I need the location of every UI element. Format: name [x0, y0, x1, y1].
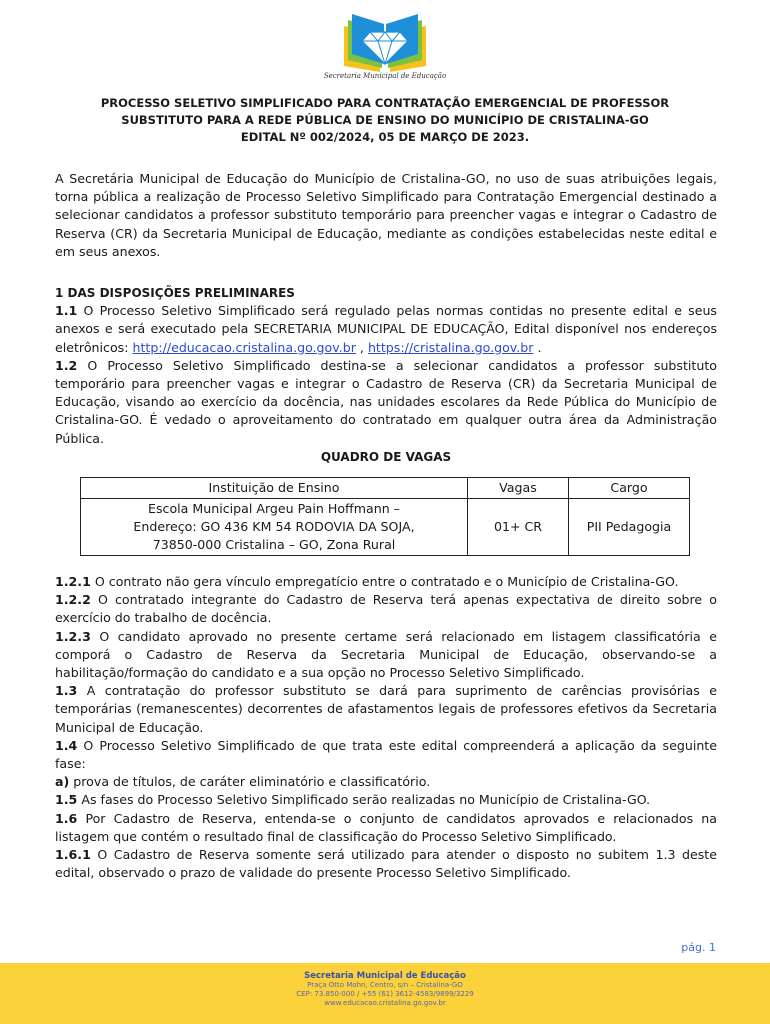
list-item — [55, 628, 717, 683]
list-item — [55, 810, 717, 846]
footer-name: Secretaria Municipal de Educação — [304, 971, 466, 981]
item-text: O Cadastro de Reserva somente será utilizado para atender o disposto no subitem 1.3 deste edital, observado o prazo de validade do presente Processo Seletivo Simplificado. — [55, 847, 717, 881]
footer-contact: CEP: 73.850-000 / +55 (61) 3612-4583/9899/3229 — [296, 990, 474, 998]
item-number: 1.2.3 — [55, 628, 91, 644]
item-text: O candidato aprovado no presente certame será relacionado em listagem classificatória e comporá o Cadastro de Reserva da Secretaria Municipal de Educação, observando-se a habilitação/formação do candidato e a sua opção no Processo Seletivo Simplificado. — [55, 628, 717, 681]
intro-paragraph: A Secretária Municipal de Educação do Município de Cristalina-GO, no uso de suas atribuições legais, torna pública a realização de Processo Seletivo Simplificado para Contratação Emergencial destinado a selecionar candidatos a professor substituto temporário para preencher vagas e integrar o Cadastro de Reserva (CR) da Secretaria Municipal de Educação, mediante as condições estabelecidas neste edital e em seus anexos. — [55, 171, 717, 259]
footer — [0, 963, 770, 1024]
logo-caption: Secretaria Municipal de Educação — [323, 72, 447, 80]
item-number: 1.6 — [55, 810, 78, 826]
cell-vagas: 01+ CR — [468, 499, 569, 556]
link-separator: , — [359, 339, 364, 355]
list-item — [55, 682, 717, 737]
item-number: 1.2 — [55, 357, 78, 373]
inst-line: Escola Municipal Argeu Pain Hoffmann – — [148, 501, 400, 516]
footer-website[interactable]: www.educacao.cristalina.go.gov.br — [324, 999, 446, 1007]
item-text: A contratação do professor substituto se dará para suprimento de carências provisórias e temporárias (remanescentes) decorrentes de afastamentos legais de professores efetivos da Secretaria Municipal de Educação. — [55, 683, 717, 735]
footer-address: Praça Otto Mohn, Centro, s/n – Cristalina-GO — [307, 981, 463, 989]
item-number: 1.1 — [55, 303, 78, 319]
inst-line: 73850-000 Cristalina – GO, Zona Rural — [152, 537, 396, 552]
item-text: O Processo Seletivo Simplificado será regulado pelas normas contidas no presente edital e seus anexos e será executado pela SECRETARIA MUNICIPAL DE EDUCAÇÃO, Edital disponível nos endereços eletrônicos: — [55, 303, 717, 355]
item-text: O Processo Seletivo Simplificado destina-se a selecionar candidatos a professor substituto temporário para preencher vagas e integrar o Cadastro de Reserva (CR) da Secretaria Municipal de Educação, visando ao exercício da docência, nas unidades escolares da Rede Pública do Município de Cristalina-GO. É vedado o aproveitamento do contratado em qualquer outra área da Administração Pública. — [55, 357, 717, 446]
header-instituicao: Instituição de Ensino — [81, 478, 468, 499]
table-header-row — [81, 478, 690, 499]
list-item — [55, 573, 717, 591]
link-end: . — [537, 339, 542, 355]
table-row — [81, 499, 690, 556]
title-line-1: PROCESSO SELETIVO SIMPLIFICADO PARA CONTRATAÇÃO EMERGENCIAL DE PROFESSOR — [100, 96, 670, 110]
cell-cargo: PII Pedagogia — [569, 499, 690, 556]
item-text: As fases do Processo Seletivo Simplificado serão realizadas no Município de Cristalina-GO. — [81, 792, 651, 808]
paragraph-1-2 — [55, 357, 717, 448]
section-heading: 1 DAS DISPOSIÇÕES PRELIMINARES — [55, 286, 295, 300]
item-text: O contratado integrante do Cadastro de Reserva terá apenas expectativa de direito sobre o exercício do trabalho de docência. — [55, 592, 717, 626]
vagas-table — [80, 477, 690, 556]
item-text: O contrato não gera vínculo empregatício entre o contratado e o Município de Cristalina-GO. — [94, 574, 679, 589]
list-item — [55, 773, 717, 791]
cell-instituicao — [81, 499, 468, 556]
item-number: 1.3 — [55, 683, 78, 699]
item-number: 1.2.2 — [55, 592, 91, 608]
item-text: Por Cadastro de Reserva, entenda-se o conjunto de candidatos aprovados e relacionados na listagem que contém o resultado final de classificação do Processo Seletivo Simplificado. — [55, 810, 717, 844]
item-number: 1.2.1 — [55, 574, 91, 589]
header-cargo: Cargo — [569, 478, 690, 499]
list-item — [55, 791, 717, 809]
list-item — [55, 737, 717, 773]
title-line-3: EDITAL Nº 002/2024, 05 DE MARÇO DE 2023. — [240, 130, 530, 144]
title-line-2: SUBSTITUTO PARA A REDE PÚBLICA DE ENSINO DO MUNICÍPIO DE CRISTALINA-GO — [121, 113, 649, 127]
item-text: prova de títulos, de caráter eliminatório e classificatório. — [73, 774, 431, 790]
page-number: pág. 1 — [681, 941, 716, 954]
item-number: 1.6.1 — [55, 847, 91, 863]
list-item — [55, 591, 717, 627]
list-item — [55, 846, 717, 882]
item-text: O Processo Seletivo Simplificado de que trata este edital compreenderá a aplicação da seguinte fase: — [55, 737, 717, 772]
header-vagas: Vagas — [468, 478, 569, 499]
link-cristalina[interactable]: https://cristalina.go.gov.br — [367, 339, 534, 355]
item-number: a) — [55, 774, 70, 790]
item-number: 1.5 — [55, 792, 78, 808]
link-educacao[interactable]: http://educacao.cristalina.go.gov.br — [132, 339, 356, 355]
inst-line: Endereço: GO 436 KM 54 RODOVIA DA SOJA, — [133, 519, 415, 534]
document-title — [60, 95, 710, 146]
quadro-heading: QUADRO DE VAGAS — [320, 449, 452, 464]
item-number: 1.4 — [55, 737, 78, 753]
section-1 — [55, 284, 717, 466]
items-block — [55, 573, 717, 882]
paragraph-1-1 — [55, 302, 717, 357]
intro-block — [55, 170, 717, 261]
